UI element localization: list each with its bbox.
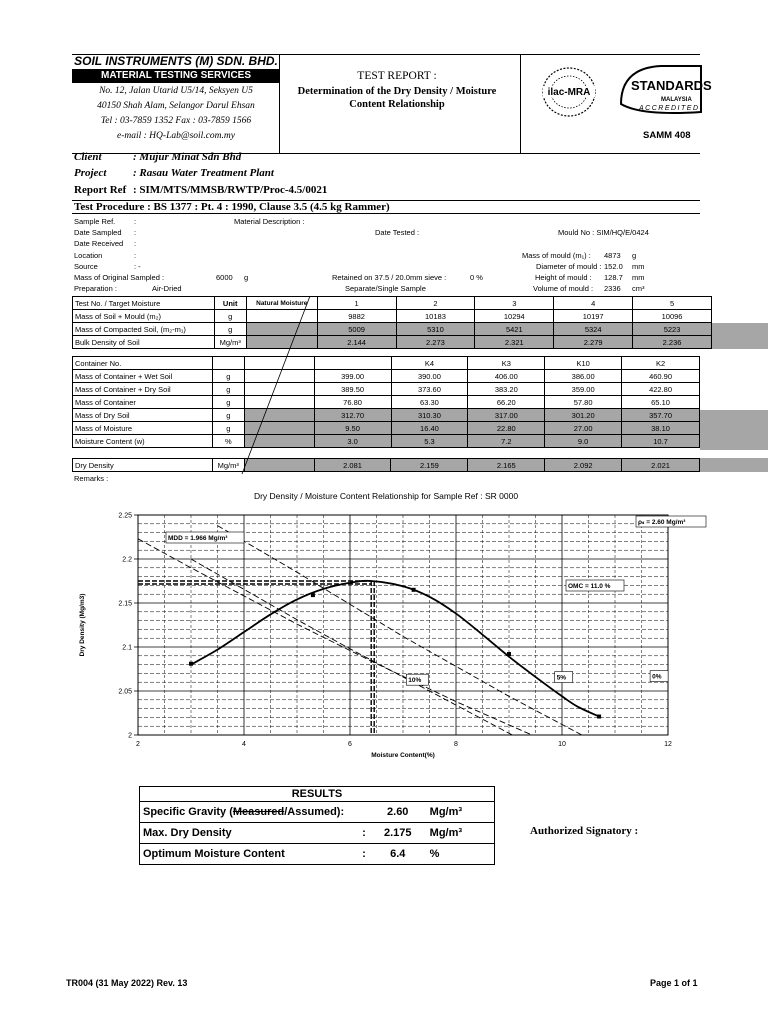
colon: : [134,228,137,237]
table-header: 3 [475,297,554,310]
data-point [597,715,601,719]
table-cell: 2.021 [622,459,700,472]
table-cell: 317.00 [468,409,545,422]
footer-page: Page 1 of 1 [650,978,698,988]
source-label: Source [74,262,98,271]
table-header: 4 [554,297,633,310]
table-cell: 65.10 [622,396,700,409]
air-voids-line [218,526,616,753]
preparation-value: Air-Dried [152,284,182,293]
mdd-value: 2.175 [369,823,427,844]
moisture-table [72,356,700,448]
department-bar: MATERIAL TESTING SERVICES [72,69,280,83]
row-unit: g [212,370,244,383]
omc-label: Optimum Moisture Content [140,844,349,865]
row-unit: g [214,323,246,336]
colon: : [349,844,369,865]
retained-label: Retained on 37.5 / 20.0mm sieve : [332,273,447,282]
mould-mass-label: Mass of mould (m₁) : [522,251,591,260]
mdd-label: Max. Dry Density [140,823,349,844]
table-row [73,336,712,349]
air-voids-10-label: 10% [408,677,422,685]
report-ref-label: Report Ref [74,184,127,196]
row-unit: g [212,422,244,435]
table-cell: 57.80 [545,396,622,409]
table-cell: 312.70 [314,409,391,422]
data-point [507,652,511,656]
y-tick-label: 2.25 [118,512,132,520]
sample-type: Separate/Single Sample [345,284,426,293]
table-cell: 359.00 [545,383,622,396]
table-cell: 10294 [475,310,554,323]
table-cell: 27.00 [545,422,622,435]
table-cell: 460.90 [622,370,700,383]
mould-height-label: Height of mould : [535,273,592,282]
row-label: Mass of Container [73,396,213,409]
table-header: 2 [396,297,475,310]
row-label: Mass of Container + Dry Soil [73,383,213,396]
table-cell: 38.10 [622,422,700,435]
row-unit: Mg/m³ [214,336,246,349]
row-unit: g [212,383,244,396]
table-cell: 5421 [475,323,554,336]
row-unit: % [212,435,244,448]
y-axis-label: Dry Density (Mg/m3) [79,593,86,657]
mould-diameter-label: Diameter of mould : [536,262,602,271]
table-cell: 310.30 [391,409,468,422]
shade-block [700,410,768,450]
table-cell: 22.80 [468,422,545,435]
colon: : [134,217,137,226]
result-row [140,802,495,823]
table-header-row [73,357,700,370]
container-no: K2 [622,357,700,370]
source-value: : - [134,262,141,271]
mould-mass-value: 4873 [604,251,621,260]
malaysia-text: MALAYSIA [661,97,692,103]
data-point [189,662,193,666]
table-cell: 399.00 [314,370,391,383]
table-cell: 3.0 [314,435,391,448]
sg-value: 2.60 [369,802,427,823]
mould-height-unit: mm [632,273,645,282]
table-cell: 390.00 [391,370,468,383]
ilac-logo-icon [521,54,712,154]
table-cell: 2.165 [468,459,545,472]
y-tick-label: 2.1 [122,644,132,652]
data-point [412,588,416,592]
results-table [139,786,495,865]
table-cell: 63.30 [391,396,468,409]
omc-annotation: OMC = 11.0 % [568,583,611,590]
rho-annotation: ρₛ = 2.60 Mg/m³ [638,519,686,526]
material-desc-label: Material Description : [234,217,305,226]
table-cell: 357.70 [622,409,700,422]
table-cell: 10197 [554,310,633,323]
row-label: Mass of Dry Soil [73,409,213,422]
results-heading: RESULTS [140,787,495,802]
row-label: Dry Density [73,459,213,472]
client-label: Client [74,151,102,163]
y-tick-label: 2 [128,732,132,740]
mould-volume-unit: cm³ [632,284,645,293]
table-cell: 2.321 [475,336,554,349]
row-label: Container No. [73,357,213,370]
table-cell: 76.80 [314,396,391,409]
report-subtitle: Determination of the Dry Density / Moisture Content Relationship [297,86,497,110]
row-label: Moisture Content (w) [73,435,213,448]
table-cell: 2.236 [633,336,712,349]
table-cell: 10.7 [622,435,700,448]
table-cell: 5310 [396,323,475,336]
location-label: Location [74,251,103,260]
y-tick-label: 2.15 [118,600,132,608]
mould-no: Mould No : SIM/HQ/E/0424 [558,228,649,237]
table-header: 1 [317,297,396,310]
report-title: TEST REPORT : [357,70,437,82]
phone-line: Tel : 03-7859 1352 Fax : 03-7859 1566 [100,116,252,126]
table-cell: 301.20 [545,409,622,422]
table-cell: 2.273 [396,336,475,349]
mass-original-label: Mass of Original Sampled : [74,273,165,282]
authorized-signatory: Authorized Signatory : [530,825,639,837]
table-row [73,459,700,472]
x-axis-label: Moisture Content(%) [371,752,435,759]
table-cell: 386.00 [545,370,622,383]
row-unit: g [214,310,246,323]
container-no [314,357,391,370]
standards-text: STANDARDS [631,78,712,93]
test-procedure: Test Procedure : BS 1377 : Pt. 4 : 1990, Clause 3.5 (4.5 kg Rammer) [72,200,700,214]
table-header-row [73,297,712,310]
y-tick-label: 2.05 [118,688,132,696]
report-ref-value: : SIM/MTS/MMSB/RWTP/Proc-4.5/0021 [133,184,328,196]
result-row [140,823,495,844]
sg-unit: Mg/m³ [427,802,495,823]
compaction-chart [70,505,710,767]
x-tick-label: 10 [558,741,566,748]
mould-diameter-unit: mm [632,262,645,271]
email-line: e-mail : HQ-Lab@soil.com.my [117,131,235,141]
colon: : [134,239,137,248]
row-unit: g [212,409,244,422]
result-row [140,844,495,865]
retained-value: 0 % [470,273,483,282]
ilac-text: ilac-MRA [547,87,591,98]
row-unit: Mg/m³ [212,459,244,472]
omc-value: 6.4 [369,844,427,865]
table-cell: 2.144 [317,336,396,349]
table-row [73,310,712,323]
table-row [73,323,712,336]
address-line-1: No. 12, Jalan Utarid U5/14, Seksyen U5 [99,86,253,96]
row-label: Mass of Container + Wet Soil [73,370,213,383]
table-cell: 2.092 [545,459,622,472]
chart-title: Dry Density / Moisture Content Relationship for Sample Ref : SR 0000 [253,491,519,501]
table-cell: 389.50 [314,383,391,396]
table-cell: 9.0 [545,435,622,448]
row-label: Mass of Moisture [73,422,213,435]
table-header: Test No. / Target Moisture [73,297,215,310]
air-voids-0-label: 0% [652,673,662,681]
accredited-text: ACCREDITED [639,105,700,112]
samm-number: SAMM 408 [643,130,691,141]
mould-height-value: 128.7 [604,273,623,282]
sample-ref-label: Sample Ref. [74,217,116,226]
footer-form-no: TR004 (31 May 2022) Rev. 13 [66,978,188,988]
table-cell: 383.20 [468,383,545,396]
air-voids-line [138,539,642,779]
table-cell: 5.3 [391,435,468,448]
table-row [73,422,700,435]
mass-original-unit: g [244,273,249,282]
row-unit: g [212,396,244,409]
date-tested-label: Date Tested : [375,228,420,237]
table-cell: 5009 [317,323,396,336]
accreditation-logos [520,54,712,154]
container-no: K3 [468,357,545,370]
mould-volume-value: 2336 [604,284,621,293]
row-label: Mass of Compacted Soil, (m₂-m₁) [73,323,215,336]
mould-volume-label: Volume of mould : [533,284,594,293]
mould-mass-unit: g [632,251,637,260]
address-line-2: 40150 Shah Alam, Selangor Darul Ehsan [97,101,255,111]
x-tick-label: 8 [454,741,458,748]
x-tick-label: 12 [664,741,672,748]
table-cell: 2.159 [391,459,468,472]
table-cell: 16.40 [391,422,468,435]
preparation-label: Preparation : [74,284,117,293]
colon: : [349,823,369,844]
table-row [73,383,700,396]
sg-label: Specific Gravity (Measured/Assumed): [140,802,369,823]
air-voids-5-label: 5% [556,674,567,682]
table-header: Natural Moisture [246,297,317,310]
table-cell: 2.279 [554,336,633,349]
container-no: K10 [545,357,622,370]
table-cell: 422.80 [622,383,700,396]
natural-moisture-slash [240,296,320,476]
table-cell: 5324 [554,323,633,336]
table-cell: 66.20 [468,396,545,409]
remarks-label: Remarks : [74,474,109,483]
client-value: : Mujur Minat Sdn Bhd [133,151,242,163]
table-cell: 2.081 [314,459,391,472]
project-value: : Rasau Water Treatment Plant [133,167,274,179]
mould-diameter-value: 152.0 [604,262,623,271]
mdd-unit: Mg/m³ [427,823,495,844]
shade-block [700,458,768,472]
table-cell: 406.00 [468,370,545,383]
mass-original-value: 6000 [216,273,233,282]
compaction-table [72,296,712,349]
table-cell: 10096 [633,310,712,323]
data-point [311,593,315,597]
date-sampled-label: Date Sampled [74,228,122,237]
x-tick-label: 4 [242,741,246,748]
project-label: Project [74,167,107,179]
date-received-label: Date Received [74,239,124,248]
container-no: K4 [391,357,468,370]
table-row [73,409,700,422]
x-tick-label: 6 [348,741,352,748]
table-row [73,435,700,448]
table-cell: 10183 [396,310,475,323]
table-header: 5 [633,297,712,310]
row-label: Mass of Soil + Mould (m₂) [73,310,215,323]
y-tick-label: 2.2 [122,556,132,564]
table-cell: 7.2 [468,435,545,448]
company-name: SOIL INSTRUMENTS (M) SDN. BHD. [74,54,278,68]
x-tick-label: 2 [136,741,140,748]
dry-density-table [72,458,700,472]
table-cell: 5223 [633,323,712,336]
mdd-annotation: MDD = 1.966 Mg/m³ [168,535,228,542]
colon: : [134,251,137,260]
compaction-curve [191,581,599,717]
omc-unit: % [427,844,495,865]
table-cell: 9.50 [314,422,391,435]
table-cell: 373.60 [391,383,468,396]
row-label: Bulk Density of Soil [73,336,215,349]
table-cell: 9882 [317,310,396,323]
table-row [73,396,700,409]
table-header: Unit [214,297,246,310]
table-row [73,370,700,383]
